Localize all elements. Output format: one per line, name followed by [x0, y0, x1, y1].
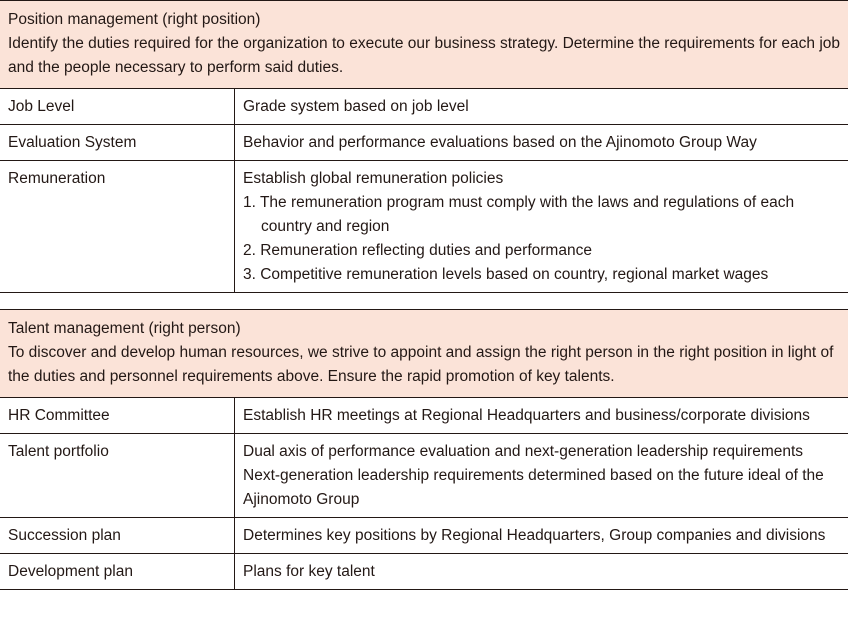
position-management-header — [0, 1, 848, 89]
talent-management-section — [0, 309, 848, 590]
table-row — [0, 125, 848, 161]
table-row — [0, 518, 848, 554]
position-management-table — [0, 89, 848, 293]
row-content — [235, 434, 848, 518]
row-line: 3. Competitive remuneration levels based on country, regional market wages — [243, 266, 769, 283]
row-line: Determines key positions by Regional Headquarters, Group companies and divisions — [243, 527, 826, 544]
row-content — [235, 398, 848, 434]
row-line: 2. Remuneration reflecting duties and performance — [243, 242, 592, 259]
row-label: Development plan — [0, 554, 235, 590]
table-row — [0, 161, 848, 293]
talent-management-header — [0, 310, 848, 398]
position-management-title: Position management (right position) — [8, 11, 261, 28]
row-line: country and region — [261, 218, 390, 235]
position-management-description: Identify the duties required for the organization to execute our business strategy. Determine the requirements for each job and the people necessary to perform said duties. — [8, 35, 841, 76]
row-label: Succession plan — [0, 518, 235, 554]
row-content — [235, 125, 848, 161]
row-content — [235, 554, 848, 590]
position-management-section — [0, 0, 848, 293]
row-line: Dual axis of performance evaluation and next-generation leadership requirements — [243, 443, 804, 460]
row-line: 1. The remuneration program must comply with the laws and regulations of each — [243, 194, 795, 211]
talent-management-title: Talent management (right person) — [8, 320, 241, 337]
row-label: Evaluation System — [0, 125, 235, 161]
table-row — [0, 554, 848, 590]
row-content — [235, 518, 848, 554]
table-row — [0, 434, 848, 518]
talent-management-description: To discover and develop human resources, we strive to appoint and assign the right person in the right position in light of the duties and personnel requirements above. Ensure the rapid promotion of key talents. — [8, 344, 834, 385]
row-label: HR Committee — [0, 398, 235, 434]
row-line: Establish global remuneration policies — [243, 170, 504, 187]
row-line: Plans for key talent — [243, 563, 375, 580]
row-line: Grade system based on job level — [243, 98, 469, 115]
row-label: Job Level — [0, 89, 235, 125]
table-row — [0, 89, 848, 125]
row-line: Behavior and performance evaluations based on the Ajinomoto Group Way — [243, 134, 757, 151]
talent-management-table — [0, 398, 848, 590]
row-content — [235, 89, 848, 125]
row-content — [235, 161, 848, 293]
row-line: Next-generation leadership requirements determined based on the future ideal of the Ajinomoto Group — [243, 467, 824, 508]
table-row — [0, 398, 848, 434]
row-label: Remuneration — [0, 161, 235, 293]
row-label: Talent portfolio — [0, 434, 235, 518]
row-line: Establish HR meetings at Regional Headquarters and business/corporate divisions — [243, 407, 810, 424]
